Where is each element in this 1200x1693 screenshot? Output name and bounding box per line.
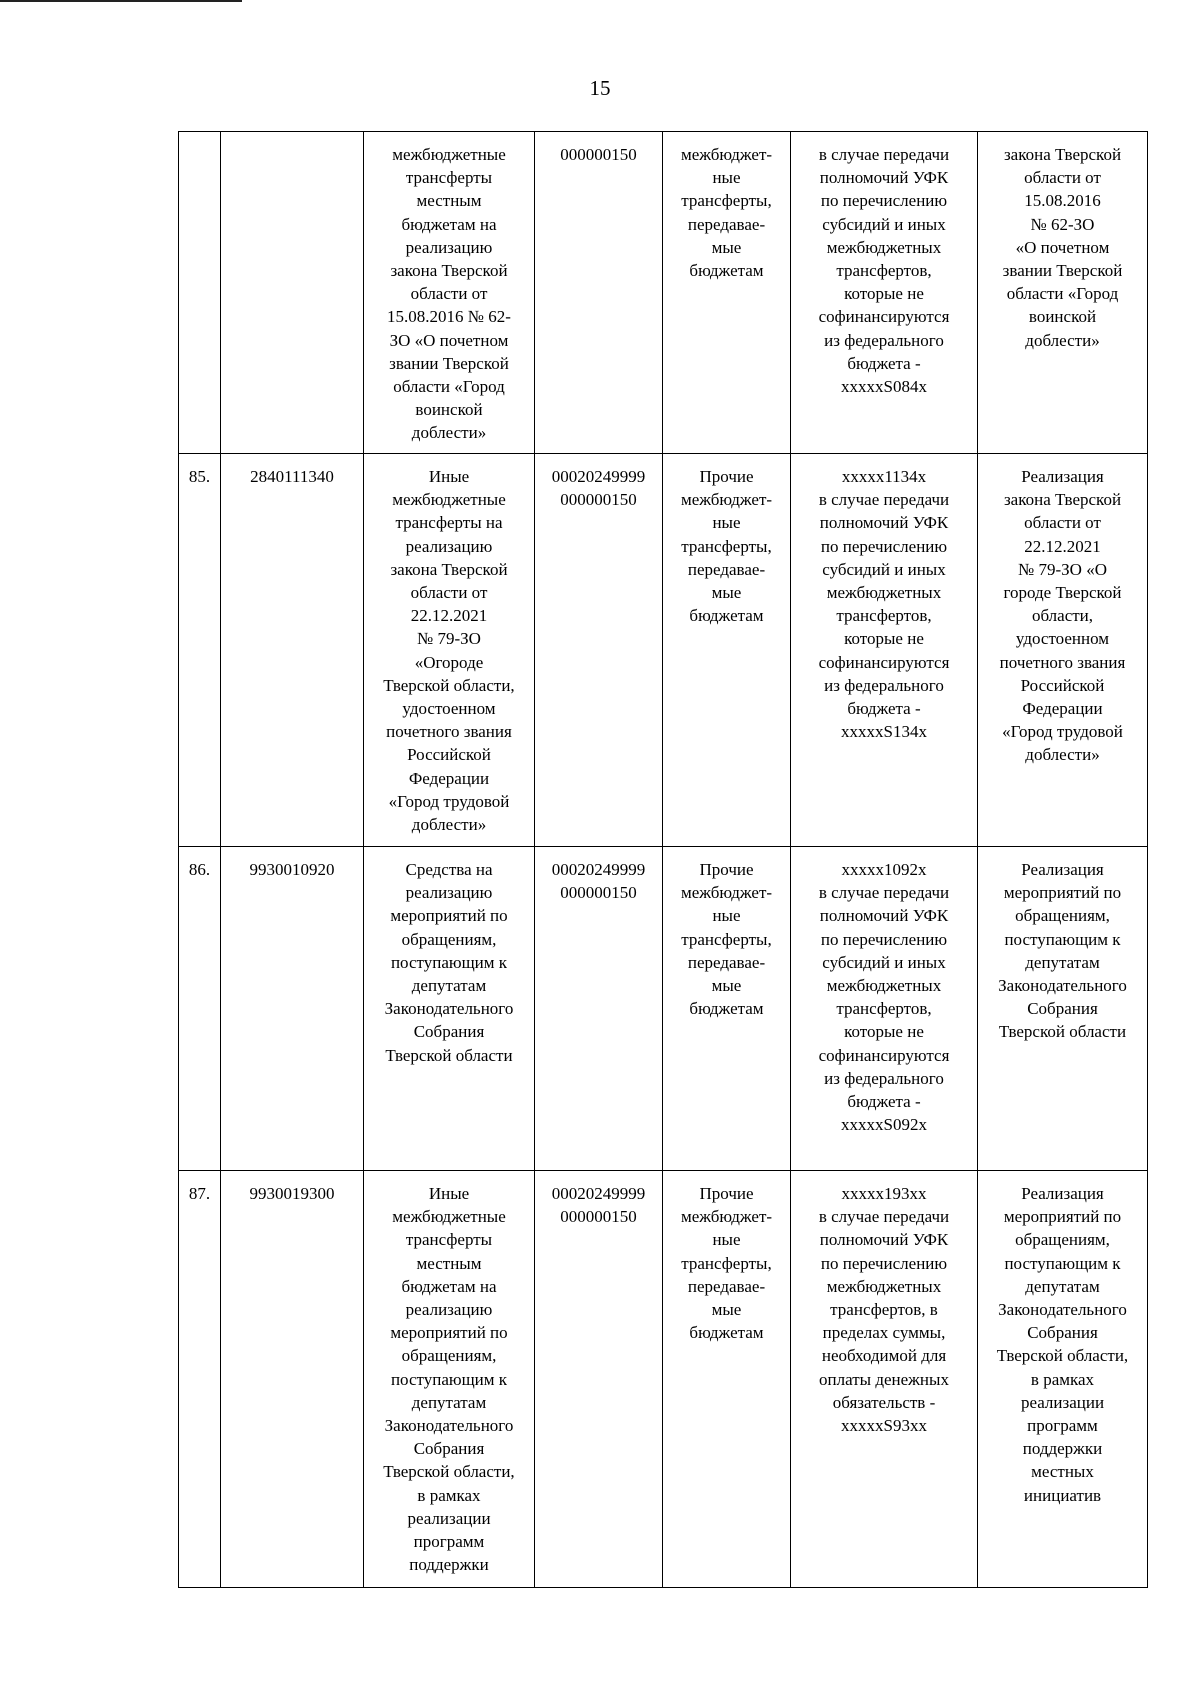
budget-table bbox=[178, 131, 1148, 1588]
kbk-code: 00020249999 000000150 bbox=[535, 1171, 663, 1588]
target-name: Иные межбюджетные трансферты местным бюджетам на реализацию мероприятий по обращениям, поступающим к депутатам Законодательного Собрания Тверской области, в рамках реализации программ поддержки bbox=[364, 1171, 535, 1588]
transfer-kind: межбюджет- ные трансферты, передавае- мые бюджетам bbox=[663, 132, 791, 454]
purpose: Реализация мероприятий по обращениям, поступающим к депутатам Законодательного Собрания Тверской области, в рамках реализации программ поддержки местных инициатив bbox=[978, 1171, 1148, 1588]
table-row bbox=[179, 132, 1148, 454]
table-row bbox=[179, 1171, 1148, 1588]
page-number: 15 bbox=[589, 76, 611, 100]
kbk-code: 00020249999 000000150 bbox=[535, 454, 663, 847]
target-name: межбюджетные трансферты местным бюджетам на реализацию закона Тверской области от 15.08.2016 № 62- ЗО «О почетном звании Тверской области «Город воинской доблести» bbox=[364, 132, 535, 454]
target-code bbox=[221, 132, 364, 454]
purpose: закона Тверской области от 15.08.2016 № 62-ЗО «О почетном звании Тверской области «Город воинской доблести» bbox=[978, 132, 1148, 454]
row-number: 85. bbox=[179, 454, 221, 847]
ufk-note: xxxxx1134x в случае передачи полномочий УФК по перечислению субсидий и иных межбюджетных трансфертов, которые не софинансируются из федерального бюджета - xxxxxS134x bbox=[791, 454, 978, 847]
kbk-code: 000000150 bbox=[535, 132, 663, 454]
table-row bbox=[179, 847, 1148, 1171]
row-number bbox=[179, 132, 221, 454]
target-code: 9930010920 bbox=[221, 847, 364, 1171]
target-code: 2840111340 bbox=[221, 454, 364, 847]
target-name: Средства на реализацию мероприятий по обращениям, поступающим к депутатам Законодательного Собрания Тверской области bbox=[364, 847, 535, 1171]
row-number: 87. bbox=[179, 1171, 221, 1588]
target-name: Иные межбюджетные трансферты на реализацию закона Тверской области от 22.12.2021 № 79-ЗО «Огороде Тверской области, удостоенном почетного звания Российской Федерации «Город трудовой доблести» bbox=[364, 454, 535, 847]
ufk-note: xxxxx1092x в случае передачи полномочий УФК по перечислению субсидий и иных межбюджетных трансфертов, которые не софинансируются из федерального бюджета - xxxxxS092x bbox=[791, 847, 978, 1171]
kbk-code: 00020249999 000000150 bbox=[535, 847, 663, 1171]
transfer-kind: Прочие межбюджет- ные трансферты, передавае- мые бюджетам bbox=[663, 454, 791, 847]
ufk-note: в случае передачи полномочий УФК по перечислению субсидий и иных межбюджетных трансфертов, которые не софинансируются из федерального бюджета - xxxxxS084x bbox=[791, 132, 978, 454]
target-code: 9930019300 bbox=[221, 1171, 364, 1588]
top-rule bbox=[0, 0, 242, 2]
ufk-note: xxxxx193xx в случае передачи полномочий УФК по перечислению межбюджетных трансфертов, в пределах суммы, необходимой для оплаты денежных обязательств - xxxxxS93xx bbox=[791, 1171, 978, 1588]
table-row bbox=[179, 454, 1148, 847]
transfer-kind: Прочие межбюджет- ные трансферты, передавае- мые бюджетам bbox=[663, 847, 791, 1171]
purpose: Реализация закона Тверской области от 22.12.2021 № 79-ЗО «О городе Тверской области, удостоенном почетного звания Российской Федерации «Город трудовой доблести» bbox=[978, 454, 1148, 847]
transfer-kind: Прочие межбюджет- ные трансферты, передавае- мые бюджетам bbox=[663, 1171, 791, 1588]
row-number: 86. bbox=[179, 847, 221, 1171]
purpose: Реализация мероприятий по обращениям, поступающим к депутатам Законодательного Собрания Тверской области bbox=[978, 847, 1148, 1171]
